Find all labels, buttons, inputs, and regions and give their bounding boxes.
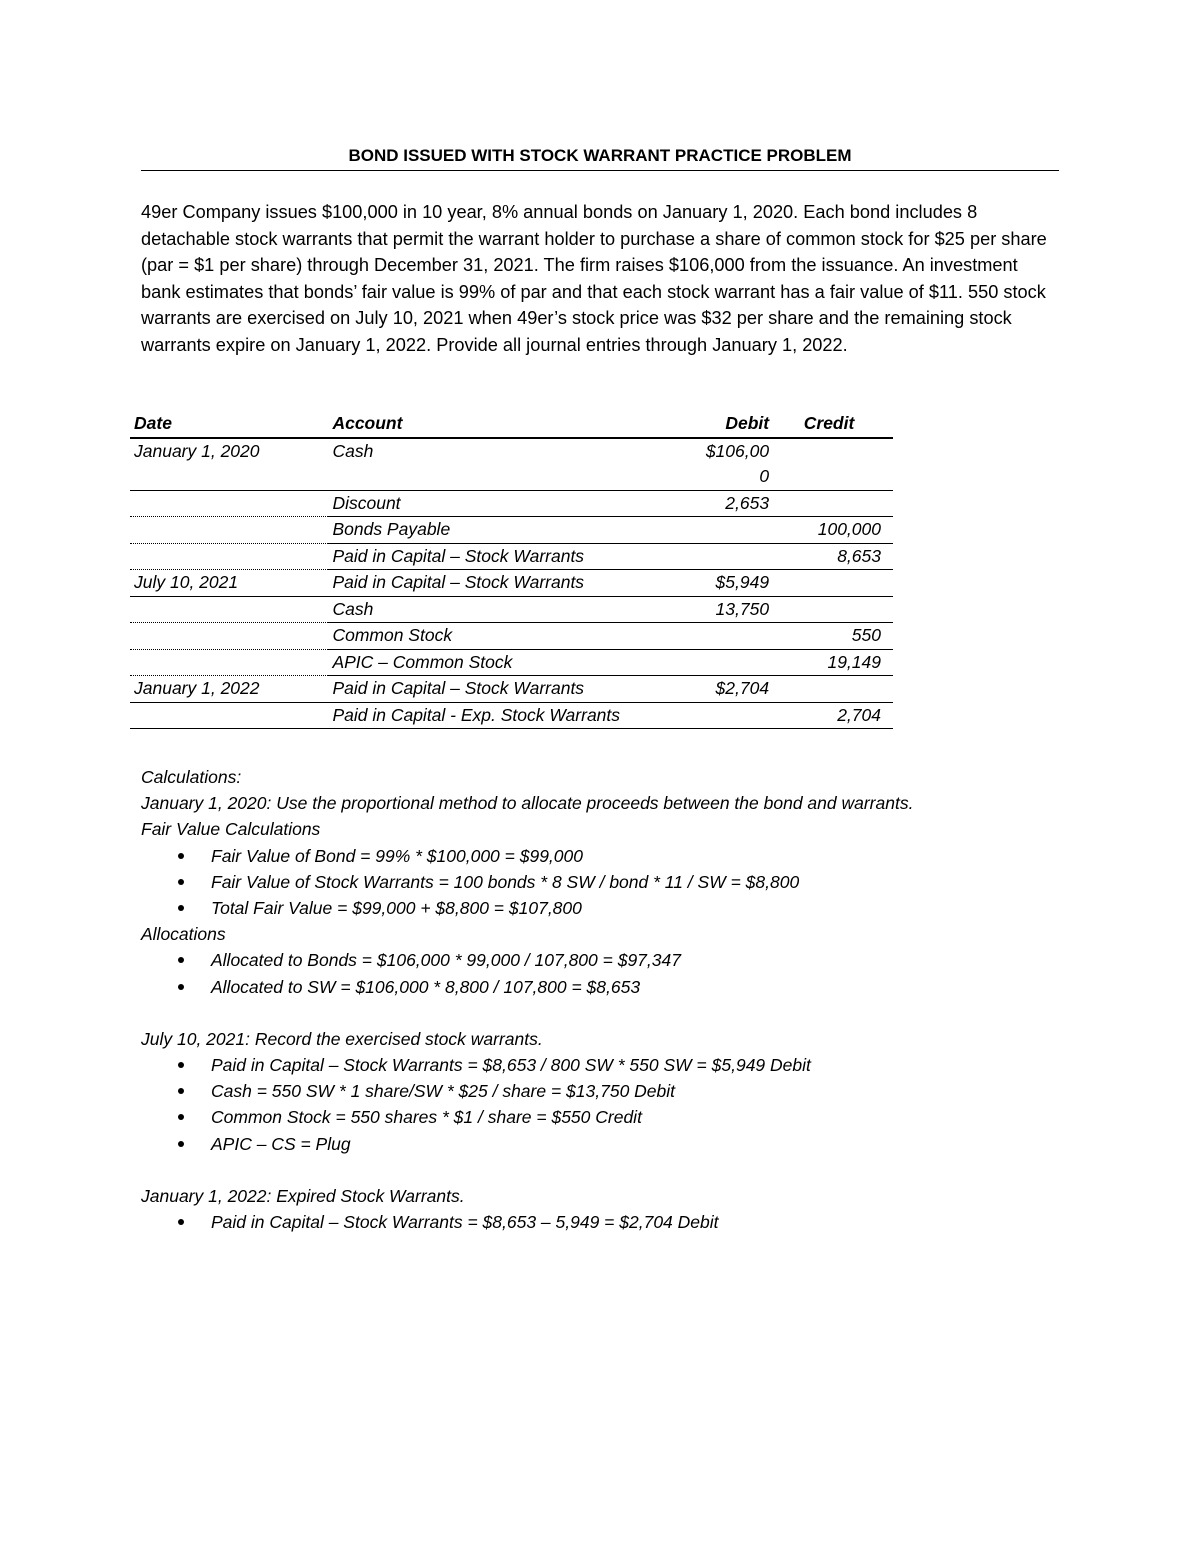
table-row: [130, 490, 893, 517]
cell-date: January 1, 2020: [130, 438, 328, 491]
cell-credit: [773, 438, 893, 491]
table-row: [130, 543, 893, 570]
jul2021-intro: July 10, 2021: Record the exercised stock warrants.: [141, 1028, 543, 1049]
list-item: Common Stock = 550 shares * $1 / share = $550 Credit: [141, 1104, 1101, 1130]
cell-debit: [655, 702, 773, 729]
cell-debit: [655, 623, 773, 650]
cell-credit: [773, 596, 893, 623]
list-item: Paid in Capital – Stock Warrants = $8,653 / 800 SW * 550 SW = $5,949 Debit: [141, 1052, 1101, 1078]
cell-account: Paid in Capital - Exp. Stock Warrants: [328, 702, 654, 729]
allocations-heading: Allocations: [141, 924, 226, 945]
list-item: Allocated to SW = $106,000 * 8,800 / 107,800 = $8,653: [141, 974, 1101, 1000]
cell-date: [130, 517, 328, 544]
table-header-row: [130, 411, 893, 438]
list-item: Fair Value of Stock Warrants = 100 bonds * 8 SW / bond * 11 / SW = $8,800: [141, 869, 1101, 895]
cell-date: January 1, 2022: [130, 676, 328, 703]
cell-debit: [655, 543, 773, 570]
cell-date: [130, 702, 328, 729]
problem-statement: 49er Company issues $100,000 in 10 year, 8% annual bonds on January 1, 2020. Each bond includes 8 detachable stock warrants that permit the warrant holder to purchase a share of common stock for $25 per share (par = $1 per share) through December 31, 2021. The firm raises $106,000 from the issuance. An investment bank estimates that bonds’ fair value is 99% of par and that each stock warrant has a fair value of $11. 550 stock warrants are exercised on July 10, 2021 when 49er’s stock price was $32 per share and the remaining stock warrants expire on January 1, 2022. Provide all journal entries through January 1, 2022.: [141, 202, 1047, 355]
cell-account: APIC – Common Stock: [328, 649, 654, 676]
cell-credit: 100,000: [773, 517, 893, 544]
cell-credit: 8,653: [773, 543, 893, 570]
cell-credit: [773, 570, 893, 597]
cell-date: [130, 596, 328, 623]
cell-account: Discount: [328, 490, 654, 517]
calculations-section: [141, 764, 1101, 1235]
table-row: [130, 570, 893, 597]
debit-value: $106,000: [705, 440, 770, 486]
cell-account: Paid in Capital – Stock Warrants: [328, 543, 654, 570]
cell-date: [130, 490, 328, 517]
spacer: [141, 1157, 1101, 1183]
allocations-list: [141, 947, 1101, 999]
header-account: Account: [328, 411, 654, 438]
cell-account: Cash: [328, 438, 654, 491]
table-row: [130, 702, 893, 729]
jan2022-intro: January 1, 2022: Expired Stock Warrants.: [141, 1185, 465, 1206]
cell-credit: [773, 676, 893, 703]
cell-debit: 2,653: [655, 490, 773, 517]
cell-debit: [655, 438, 773, 491]
cell-credit: 550: [773, 623, 893, 650]
header-date: Date: [130, 411, 328, 438]
list-item: Fair Value of Bond = 99% * $100,000 = $99,000: [141, 843, 1101, 869]
cell-date: [130, 623, 328, 650]
cell-account: Bonds Payable: [328, 517, 654, 544]
journal-entries-table: [130, 411, 893, 729]
header-credit: Credit: [773, 411, 893, 438]
list-item: Allocated to Bonds = $106,000 * 99,000 / 107,800 = $97,347: [141, 947, 1101, 973]
cell-account: Paid in Capital – Stock Warrants: [328, 676, 654, 703]
spacer: [141, 1000, 1101, 1026]
cell-credit: [773, 490, 893, 517]
fair-value-heading: Fair Value Calculations: [141, 819, 321, 840]
jul2021-list: [141, 1052, 1101, 1157]
list-item: Cash = 550 SW * 1 share/SW * $25 / share = $13,750 Debit: [141, 1078, 1101, 1104]
table-row: [130, 596, 893, 623]
cell-debit: $2,704: [655, 676, 773, 703]
fair-value-list: [141, 843, 1101, 922]
cell-date: [130, 649, 328, 676]
cell-account: Common Stock: [328, 623, 654, 650]
table-row: [130, 623, 893, 650]
cell-debit: [655, 649, 773, 676]
page-title: BOND ISSUED WITH STOCK WARRANT PRACTICE PROBLEM: [141, 146, 1059, 171]
table-row: [130, 438, 893, 491]
table-row: [130, 676, 893, 703]
cell-debit: [655, 517, 773, 544]
cell-account: Paid in Capital – Stock Warrants: [328, 570, 654, 597]
calculations-heading: Calculations:: [141, 767, 242, 787]
jan2020-intro: January 1, 2020: Use the proportional method to allocate proceeds between the bond and warrants.: [141, 793, 914, 814]
cell-debit: $5,949: [655, 570, 773, 597]
cell-date: July 10, 2021: [130, 570, 328, 597]
cell-credit: 2,704: [773, 702, 893, 729]
table-row: [130, 649, 893, 676]
cell-debit: 13,750: [655, 596, 773, 623]
table-row: [130, 517, 893, 544]
jan2022-list: [141, 1209, 1101, 1235]
list-item: Paid in Capital – Stock Warrants = $8,653 – 5,949 = $2,704 Debit: [141, 1209, 1101, 1235]
cell-date: [130, 543, 328, 570]
header-debit: Debit: [655, 411, 773, 438]
cell-credit: 19,149: [773, 649, 893, 676]
list-item: Total Fair Value = $99,000 + $8,800 = $107,800: [141, 895, 1101, 921]
list-item: APIC – CS = Plug: [141, 1131, 1101, 1157]
cell-account: Cash: [328, 596, 654, 623]
